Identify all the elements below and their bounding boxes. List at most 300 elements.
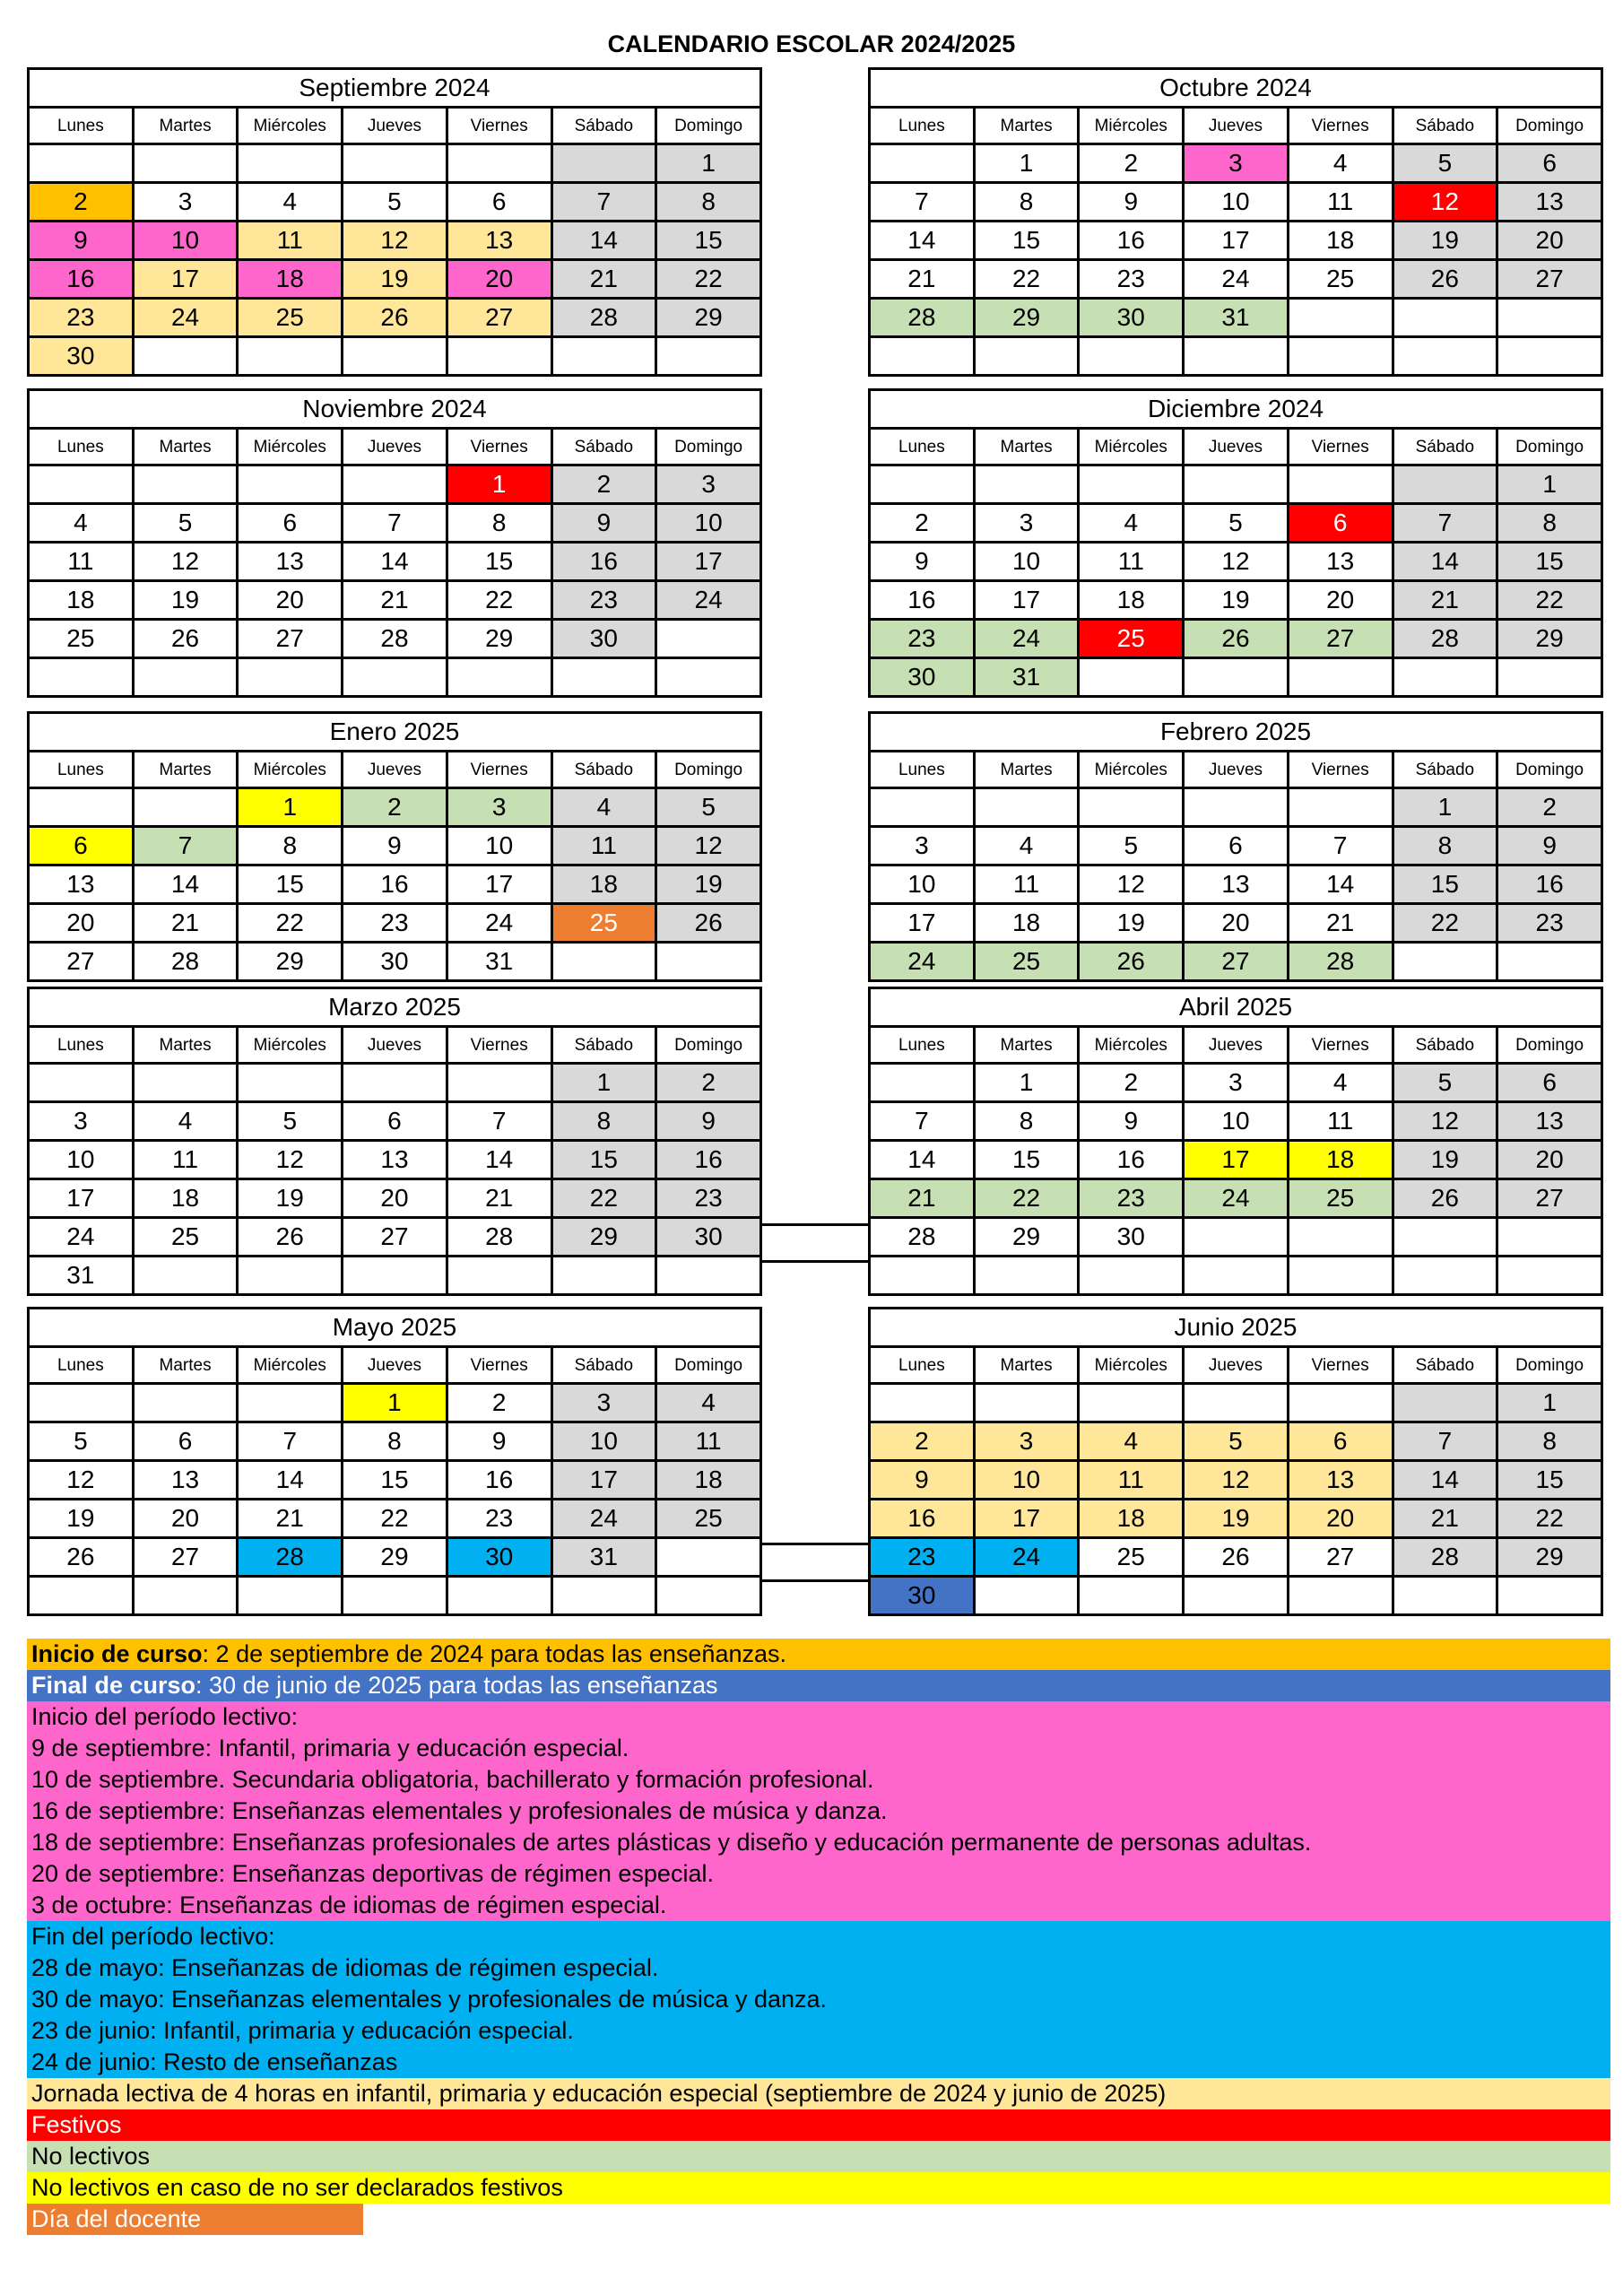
day-cell: 26 xyxy=(1184,1538,1289,1577)
weekday-header: Jueves xyxy=(343,1027,447,1064)
day-cell: 23 xyxy=(343,904,447,943)
weekday-header: Martes xyxy=(974,1027,1079,1064)
day-cell: 13 xyxy=(1184,865,1289,904)
day-cell: 15 xyxy=(343,1461,447,1500)
day-cell: 29 xyxy=(551,1218,656,1257)
day-cell: 17 xyxy=(870,904,975,943)
day-cell: 8 xyxy=(238,827,343,865)
day-cell: 15 xyxy=(238,865,343,904)
day-cell: 28 xyxy=(870,1218,975,1257)
weekday-header: Sábado xyxy=(551,429,656,465)
empty-cell xyxy=(343,1257,447,1295)
empty-cell xyxy=(870,788,975,827)
day-cell: 3 xyxy=(29,1102,134,1141)
legend-inicio-curso xyxy=(27,1639,1610,1670)
day-cell: 6 xyxy=(133,1422,238,1461)
weekday-header: Martes xyxy=(133,1347,238,1384)
day-cell: 31 xyxy=(29,1257,134,1295)
legend xyxy=(27,1639,1610,2235)
legend-fin-periodo xyxy=(27,1921,1610,2078)
day-cell: 22 xyxy=(238,904,343,943)
day-cell: 2 xyxy=(656,1064,761,1102)
day-cell: 4 xyxy=(1079,1422,1184,1461)
day-cell: 17 xyxy=(1184,1141,1289,1179)
weekday-header: Viernes xyxy=(1288,429,1393,465)
day-cell: 26 xyxy=(1393,260,1497,299)
day-cell: 25 xyxy=(133,1218,238,1257)
day-cell: 29 xyxy=(343,1538,447,1577)
day-cell: 18 xyxy=(656,1461,761,1500)
month-title: Mayo 2025 xyxy=(29,1309,761,1347)
day-cell: 31 xyxy=(1184,299,1289,337)
month-calendar xyxy=(27,711,762,982)
empty-cell xyxy=(238,1257,343,1295)
day-cell: 18 xyxy=(238,260,343,299)
legend-line: Inicio del período lectivo: xyxy=(31,1703,299,1730)
day-cell: 20 xyxy=(1184,904,1289,943)
weekday-header: Viernes xyxy=(1288,1347,1393,1384)
empty-cell xyxy=(1393,943,1497,981)
day-cell: 3 xyxy=(551,1384,656,1422)
empty-cell xyxy=(447,658,551,697)
day-cell: 24 xyxy=(29,1218,134,1257)
day-cell: 1 xyxy=(447,465,551,504)
day-cell: 17 xyxy=(447,865,551,904)
empty-cell xyxy=(974,1257,1079,1295)
day-cell: 24 xyxy=(656,581,761,620)
legend-inicio-periodo xyxy=(27,1701,1610,1921)
day-cell: 24 xyxy=(133,299,238,337)
empty-cell xyxy=(1288,788,1393,827)
day-cell: 9 xyxy=(29,222,134,260)
legend-line: 30 de mayo: Enseñanzas elementales y profesionales de música y danza. xyxy=(31,1986,828,2013)
weekday-header: Sábado xyxy=(1393,1347,1497,1384)
day-cell: 16 xyxy=(870,581,975,620)
empty-cell xyxy=(1393,337,1497,376)
empty-cell xyxy=(133,144,238,183)
day-cell: 12 xyxy=(1393,1102,1497,1141)
day-cell: 10 xyxy=(656,504,761,543)
month-calendar xyxy=(868,1307,1603,1616)
day-cell: 14 xyxy=(1393,1461,1497,1500)
empty-cell xyxy=(29,788,134,827)
empty-cell xyxy=(29,1577,134,1615)
day-cell: 4 xyxy=(29,504,134,543)
weekday-header: Domingo xyxy=(1497,1347,1602,1384)
legend-line: 10 de septiembre. Secundaria obligatoria, bachillerato y formación profesional. xyxy=(31,1766,874,1793)
day-cell: 15 xyxy=(1393,865,1497,904)
weekday-header: Martes xyxy=(133,429,238,465)
day-cell: 27 xyxy=(1184,943,1289,981)
day-cell: 3 xyxy=(870,827,975,865)
day-cell: 3 xyxy=(974,1422,1079,1461)
weekday-header: Miércoles xyxy=(1079,1347,1184,1384)
day-cell: 12 xyxy=(29,1461,134,1500)
day-cell: 27 xyxy=(29,943,134,981)
day-cell: 16 xyxy=(656,1141,761,1179)
empty-cell xyxy=(447,1577,551,1615)
legend-line: 16 de septiembre: Enseñanzas elementales y profesionales de música y danza. xyxy=(31,1797,888,1824)
day-cell: 11 xyxy=(133,1141,238,1179)
day-cell: 13 xyxy=(29,865,134,904)
day-cell: 30 xyxy=(1079,1218,1184,1257)
weekday-header: Jueves xyxy=(343,108,447,144)
day-cell: 21 xyxy=(1288,904,1393,943)
day-cell: 16 xyxy=(1079,1141,1184,1179)
weekday-header: Lunes xyxy=(870,1027,975,1064)
day-cell: 3 xyxy=(656,465,761,504)
weekday-header: Sábado xyxy=(551,108,656,144)
empty-cell xyxy=(974,337,1079,376)
day-cell: 27 xyxy=(1497,260,1602,299)
day-cell: 26 xyxy=(656,904,761,943)
day-cell: 10 xyxy=(974,1461,1079,1500)
day-cell: 6 xyxy=(1288,1422,1393,1461)
weekday-header: Martes xyxy=(133,108,238,144)
day-cell: 8 xyxy=(343,1422,447,1461)
empty-cell xyxy=(1184,658,1289,697)
day-cell: 13 xyxy=(1497,183,1602,222)
weekday-header: Domingo xyxy=(656,1027,761,1064)
grid-connector xyxy=(762,1543,868,1582)
day-cell: 18 xyxy=(1288,222,1393,260)
day-cell: 9 xyxy=(343,827,447,865)
empty-cell xyxy=(656,658,761,697)
day-cell: 13 xyxy=(1288,543,1393,581)
day-cell: 18 xyxy=(974,904,1079,943)
day-cell: 2 xyxy=(870,504,975,543)
legend-line: 9 de septiembre: Infantil, primaria y educación especial. xyxy=(31,1735,629,1761)
empty-cell xyxy=(447,1064,551,1102)
empty-cell xyxy=(551,337,656,376)
day-cell: 4 xyxy=(551,788,656,827)
day-cell: 17 xyxy=(133,260,238,299)
empty-cell xyxy=(1393,299,1497,337)
empty-cell xyxy=(1288,465,1393,504)
empty-cell xyxy=(1393,658,1497,697)
day-cell: 7 xyxy=(1288,827,1393,865)
day-cell: 21 xyxy=(447,1179,551,1218)
weekday-header: Sábado xyxy=(551,1027,656,1064)
month-calendar xyxy=(868,711,1603,982)
day-cell: 24 xyxy=(870,943,975,981)
empty-cell xyxy=(1184,337,1289,376)
day-cell: 21 xyxy=(870,1179,975,1218)
day-cell: 5 xyxy=(1079,827,1184,865)
day-cell: 5 xyxy=(656,788,761,827)
day-cell: 1 xyxy=(1497,1384,1602,1422)
empty-cell xyxy=(1079,658,1184,697)
legend-final-curso-text: : 30 de junio de 2025 para todas las enseñanzas xyxy=(195,1672,718,1699)
weekday-header: Lunes xyxy=(870,429,975,465)
day-cell: 4 xyxy=(974,827,1079,865)
weekday-header: Viernes xyxy=(447,1027,551,1064)
day-cell: 3 xyxy=(1184,1064,1289,1102)
weekday-header: Martes xyxy=(133,752,238,788)
day-cell: 16 xyxy=(870,1500,975,1538)
month-calendar xyxy=(27,1307,762,1616)
empty-cell xyxy=(1497,1218,1602,1257)
day-cell: 19 xyxy=(133,581,238,620)
day-cell: 22 xyxy=(343,1500,447,1538)
day-cell: 30 xyxy=(870,1577,975,1615)
day-cell: 27 xyxy=(1497,1179,1602,1218)
empty-cell xyxy=(974,465,1079,504)
day-cell: 12 xyxy=(133,543,238,581)
day-cell: 20 xyxy=(133,1500,238,1538)
empty-cell xyxy=(1288,658,1393,697)
day-cell: 29 xyxy=(1497,620,1602,658)
day-cell: 4 xyxy=(238,183,343,222)
day-cell: 8 xyxy=(974,1102,1079,1141)
weekday-header: Miércoles xyxy=(1079,752,1184,788)
empty-cell xyxy=(1497,1257,1602,1295)
day-cell: 25 xyxy=(238,299,343,337)
day-cell: 2 xyxy=(1079,144,1184,183)
day-cell: 28 xyxy=(447,1218,551,1257)
empty-cell xyxy=(1497,658,1602,697)
day-cell: 31 xyxy=(447,943,551,981)
legend-line: Fin del período lectivo: xyxy=(31,1923,275,1950)
day-cell: 13 xyxy=(447,222,551,260)
day-cell: 6 xyxy=(1497,144,1602,183)
legend-line: 24 de junio: Resto de enseñanzas xyxy=(31,2048,398,2075)
day-cell: 11 xyxy=(1288,1102,1393,1141)
legend-festivos: Festivos xyxy=(27,2109,1610,2141)
day-cell: 30 xyxy=(447,1538,551,1577)
empty-cell xyxy=(1079,1384,1184,1422)
page-title: CALENDARIO ESCOLAR 2024/2025 xyxy=(607,30,1016,57)
day-cell: 3 xyxy=(974,504,1079,543)
empty-cell xyxy=(870,337,975,376)
day-cell: 15 xyxy=(656,222,761,260)
day-cell: 19 xyxy=(1079,904,1184,943)
day-cell: 23 xyxy=(29,299,134,337)
day-cell: 7 xyxy=(238,1422,343,1461)
day-cell: 9 xyxy=(447,1422,551,1461)
day-cell: 15 xyxy=(551,1141,656,1179)
weekday-header: Sábado xyxy=(551,1347,656,1384)
day-cell: 4 xyxy=(1288,144,1393,183)
month-title: Diciembre 2024 xyxy=(870,390,1602,429)
weekday-header: Martes xyxy=(974,1347,1079,1384)
weekday-header: Domingo xyxy=(656,108,761,144)
day-cell: 9 xyxy=(656,1102,761,1141)
weekday-header: Miércoles xyxy=(1079,108,1184,144)
day-cell: 9 xyxy=(1079,183,1184,222)
empty-cell xyxy=(133,1064,238,1102)
day-cell: 31 xyxy=(974,658,1079,697)
day-cell: 10 xyxy=(1184,183,1289,222)
day-cell: 14 xyxy=(870,222,975,260)
empty-cell xyxy=(238,1384,343,1422)
weekday-header: Domingo xyxy=(656,429,761,465)
legend-no-lectivos: No lectivos xyxy=(27,2141,1610,2172)
day-cell: 7 xyxy=(870,1102,975,1141)
day-cell: 22 xyxy=(656,260,761,299)
day-cell: 9 xyxy=(1079,1102,1184,1141)
empty-cell xyxy=(870,1384,975,1422)
day-cell: 16 xyxy=(1497,865,1602,904)
empty-cell xyxy=(1184,1257,1289,1295)
empty-cell xyxy=(551,144,656,183)
day-cell: 6 xyxy=(1497,1064,1602,1102)
day-cell: 10 xyxy=(551,1422,656,1461)
day-cell: 12 xyxy=(1079,865,1184,904)
day-cell: 26 xyxy=(1184,620,1289,658)
day-cell: 20 xyxy=(29,904,134,943)
month-calendar xyxy=(868,987,1603,1296)
day-cell: 19 xyxy=(238,1179,343,1218)
day-cell: 7 xyxy=(447,1102,551,1141)
day-cell: 15 xyxy=(974,222,1079,260)
day-cell: 7 xyxy=(343,504,447,543)
weekday-header: Miércoles xyxy=(1079,429,1184,465)
weekday-header: Sábado xyxy=(1393,1027,1497,1064)
weekday-header: Viernes xyxy=(1288,108,1393,144)
day-cell: 21 xyxy=(551,260,656,299)
legend-line: 3 de octubre: Enseñanzas de idiomas de régimen especial. xyxy=(31,1892,667,1918)
day-cell: 22 xyxy=(1497,581,1602,620)
day-cell: 24 xyxy=(974,1538,1079,1577)
empty-cell xyxy=(238,1064,343,1102)
empty-cell xyxy=(1393,1577,1497,1615)
empty-cell xyxy=(551,943,656,981)
day-cell: 22 xyxy=(551,1179,656,1218)
empty-cell xyxy=(1079,788,1184,827)
day-cell: 1 xyxy=(343,1384,447,1422)
day-cell: 2 xyxy=(870,1422,975,1461)
weekday-header: Martes xyxy=(974,108,1079,144)
day-cell: 20 xyxy=(1288,1500,1393,1538)
month-calendar xyxy=(868,67,1603,377)
empty-cell xyxy=(1184,1384,1289,1422)
weekday-header: Domingo xyxy=(1497,429,1602,465)
weekday-header: Miércoles xyxy=(238,752,343,788)
day-cell: 16 xyxy=(447,1461,551,1500)
month-title: Septiembre 2024 xyxy=(29,69,761,108)
day-cell: 18 xyxy=(29,581,134,620)
day-cell: 30 xyxy=(870,658,975,697)
day-cell: 11 xyxy=(1079,543,1184,581)
weekday-header: Lunes xyxy=(870,752,975,788)
day-cell: 5 xyxy=(1184,504,1289,543)
day-cell: 15 xyxy=(1497,1461,1602,1500)
day-cell: 27 xyxy=(447,299,551,337)
weekday-header: Domingo xyxy=(656,752,761,788)
day-cell: 3 xyxy=(447,788,551,827)
day-cell: 9 xyxy=(870,1461,975,1500)
weekday-header: Martes xyxy=(974,429,1079,465)
empty-cell xyxy=(133,788,238,827)
day-cell: 2 xyxy=(1497,788,1602,827)
day-cell: 8 xyxy=(1497,504,1602,543)
day-cell: 30 xyxy=(343,943,447,981)
day-cell: 14 xyxy=(447,1141,551,1179)
weekday-header: Viernes xyxy=(447,429,551,465)
day-cell: 23 xyxy=(870,1538,975,1577)
day-cell: 19 xyxy=(29,1500,134,1538)
empty-cell xyxy=(343,465,447,504)
day-cell: 19 xyxy=(343,260,447,299)
day-cell: 24 xyxy=(447,904,551,943)
day-cell: 28 xyxy=(1393,620,1497,658)
weekday-header: Jueves xyxy=(1184,108,1289,144)
legend-no-lectivos-festivos: No lectivos en caso de no ser declarados festivos xyxy=(27,2172,1610,2204)
day-cell: 1 xyxy=(551,1064,656,1102)
grid-connector xyxy=(762,1223,868,1263)
empty-cell xyxy=(551,1257,656,1295)
day-cell: 19 xyxy=(1393,1141,1497,1179)
day-cell: 18 xyxy=(1288,1141,1393,1179)
day-cell: 29 xyxy=(238,943,343,981)
empty-cell xyxy=(447,1257,551,1295)
day-cell: 16 xyxy=(1079,222,1184,260)
day-cell: 3 xyxy=(1184,144,1289,183)
day-cell: 25 xyxy=(656,1500,761,1538)
day-cell: 13 xyxy=(1497,1102,1602,1141)
legend-inicio-curso-label: Inicio de curso xyxy=(31,1640,203,1667)
day-cell: 1 xyxy=(974,144,1079,183)
empty-cell xyxy=(870,1064,975,1102)
day-cell: 25 xyxy=(1288,1179,1393,1218)
empty-cell xyxy=(1079,1577,1184,1615)
empty-cell xyxy=(133,1384,238,1422)
day-cell: 8 xyxy=(1497,1422,1602,1461)
legend-line: 18 de septiembre: Enseñanzas profesionales de artes plásticas y diseño y educación permanente de personas adultas. xyxy=(31,1829,1312,1856)
day-cell: 11 xyxy=(656,1422,761,1461)
day-cell: 26 xyxy=(1079,943,1184,981)
empty-cell xyxy=(656,1577,761,1615)
day-cell: 19 xyxy=(656,865,761,904)
day-cell: 8 xyxy=(656,183,761,222)
empty-cell xyxy=(1497,943,1602,981)
empty-cell xyxy=(1497,337,1602,376)
day-cell: 26 xyxy=(238,1218,343,1257)
empty-cell xyxy=(656,1538,761,1577)
day-cell: 22 xyxy=(974,260,1079,299)
empty-cell xyxy=(343,1064,447,1102)
empty-cell xyxy=(1393,1218,1497,1257)
day-cell: 8 xyxy=(1393,827,1497,865)
day-cell: 18 xyxy=(1079,1500,1184,1538)
day-cell: 30 xyxy=(1079,299,1184,337)
weekday-header: Lunes xyxy=(29,429,134,465)
day-cell: 2 xyxy=(551,465,656,504)
day-cell: 28 xyxy=(870,299,975,337)
empty-cell xyxy=(238,144,343,183)
day-cell: 5 xyxy=(1393,144,1497,183)
day-cell: 20 xyxy=(447,260,551,299)
weekday-header: Jueves xyxy=(343,429,447,465)
weekday-header: Martes xyxy=(133,1027,238,1064)
day-cell: 10 xyxy=(870,865,975,904)
day-cell: 28 xyxy=(551,299,656,337)
month-title: Enero 2025 xyxy=(29,713,761,752)
empty-cell xyxy=(29,658,134,697)
day-cell: 10 xyxy=(133,222,238,260)
day-cell: 15 xyxy=(974,1141,1079,1179)
empty-cell xyxy=(133,1257,238,1295)
weekday-header: Miércoles xyxy=(238,1027,343,1064)
day-cell: 30 xyxy=(551,620,656,658)
weekday-header: Miércoles xyxy=(238,1347,343,1384)
day-cell: 6 xyxy=(343,1102,447,1141)
day-cell: 12 xyxy=(1393,183,1497,222)
day-cell: 16 xyxy=(343,865,447,904)
day-cell: 6 xyxy=(1288,504,1393,543)
empty-cell xyxy=(656,1257,761,1295)
